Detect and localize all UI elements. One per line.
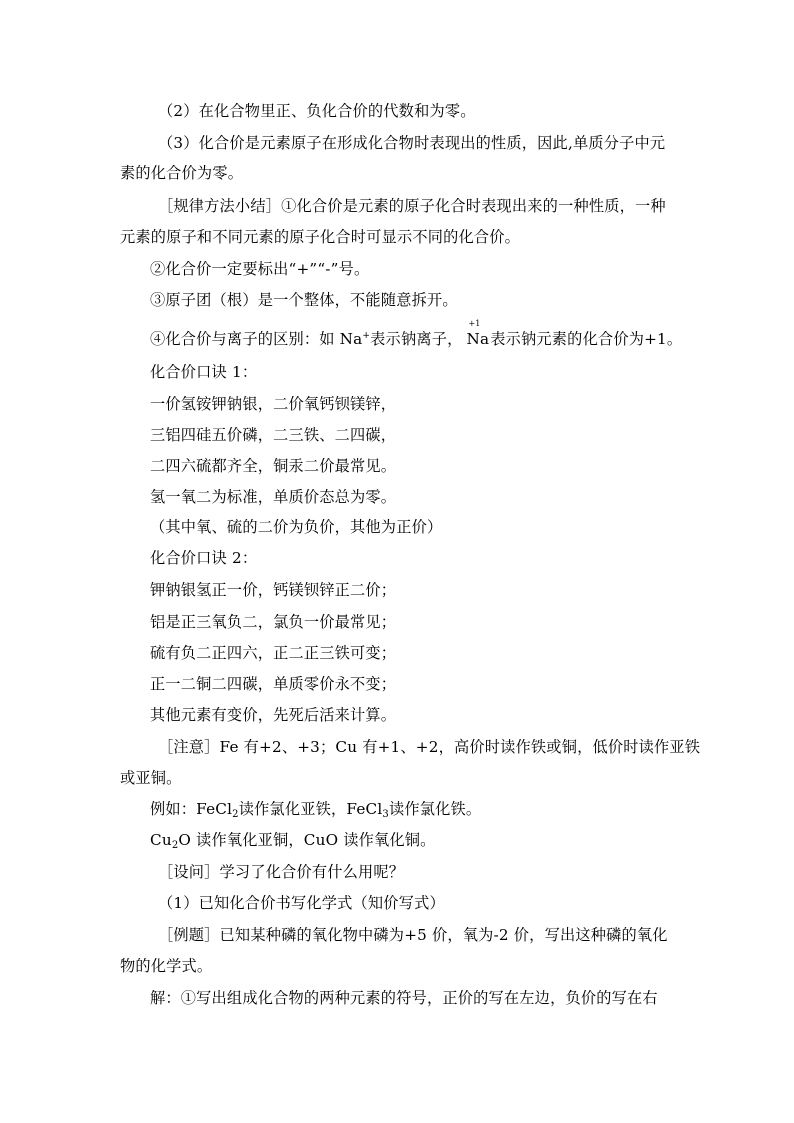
rhyme-line: 钾钠银氢正一价，钙镁钡锌正二价； — [150, 581, 397, 599]
ion-valence-line: ④化合价与离子的区别：如 Na+表示钠离子， +1 Na表示钠元素的化合价为+1。 — [150, 319, 683, 348]
text-line: 元素的原子和不同元素的原子化合时可显示不同的化合价。 — [120, 228, 521, 246]
example-problem-line: ［例题］已知某种磷的氧化物中磷为+5 价，氧为-2 价，写出这种磷的氧化 — [158, 926, 668, 944]
text-line: （3）化合价是元素原子在形成化合物时表现出的性质，因此,单质分子中元 — [158, 134, 666, 152]
ion-charge: + — [362, 331, 371, 341]
rhyme-line: 硫有负二正四六，正二正三铁可变； — [150, 644, 397, 662]
valence-notation: +1 Na — [466, 319, 490, 348]
example-problem-line: 物的化学式。 — [120, 957, 213, 975]
text-line: （2）在化合物里正、负化合价的代数和为零。 — [158, 102, 476, 120]
solution-line: 解：①写出组成化合物的两种元素的符号，正价的写在左边，负价的写在右 — [150, 989, 658, 1007]
rhyme-line: 二四六硫都齐全，铜汞二价最常见。 — [150, 457, 397, 475]
subheading-line: （1）已知化合价书写化学式（知价写式） — [158, 894, 445, 912]
rhyme-line: 其他元素有变价，先死后活来计算。 — [150, 706, 397, 724]
rhyme-line: 铝是正三氧负二，氯负一价最常见； — [150, 613, 397, 631]
text-line: ③原子团（根）是一个整体，不能随意拆开。 — [150, 291, 458, 309]
rhyme-1-title: 化合价口诀 1： — [150, 363, 258, 381]
question-line: ［设问］学习了化合价有什么用呢？ — [158, 863, 405, 881]
example-copper-oxides: $Cu_2O$ 读作氧化亚铜，CuO 读作氧化铜。 — [150, 831, 436, 851]
rhyme-line: 正一二铜二四碳，单质零价永不变； — [150, 675, 397, 693]
rhyme-2-title: 化合价口诀 2： — [150, 549, 258, 567]
example-iron-chlorides: 例如：FeCl$_2$读作氯化亚铁，FeCl$_3$读作氯化铁。 — [150, 800, 482, 820]
note-line: 或亚铜。 — [120, 769, 182, 787]
valence-mark: +1 — [468, 319, 481, 328]
text-line: ②化合价一定要标出“+”“-”号。 — [150, 260, 370, 278]
rhyme-line: 一价氢铵钾钠银，二价氧钙钡镁锌， — [150, 395, 397, 413]
text-line: 素的化合价为零。 — [120, 164, 244, 182]
rhyme-line: 三铝四硅五价磷，二三铁、二四碳， — [150, 426, 397, 444]
rhyme-line: （其中氧、硫的二价为负价，其他为正价） — [150, 518, 443, 536]
note-line: ［注意］Fe 有+2、+3；Cu 有+1、+2，高价时读作铁或铜，低价时读作亚铁 — [158, 738, 701, 756]
text-line: ［规律方法小结］①化合价是元素的原子化合时表现出来的一种性质，一种 — [158, 197, 666, 215]
rhyme-line: 氢一氧二为标准，单质价态总为零。 — [150, 488, 397, 506]
